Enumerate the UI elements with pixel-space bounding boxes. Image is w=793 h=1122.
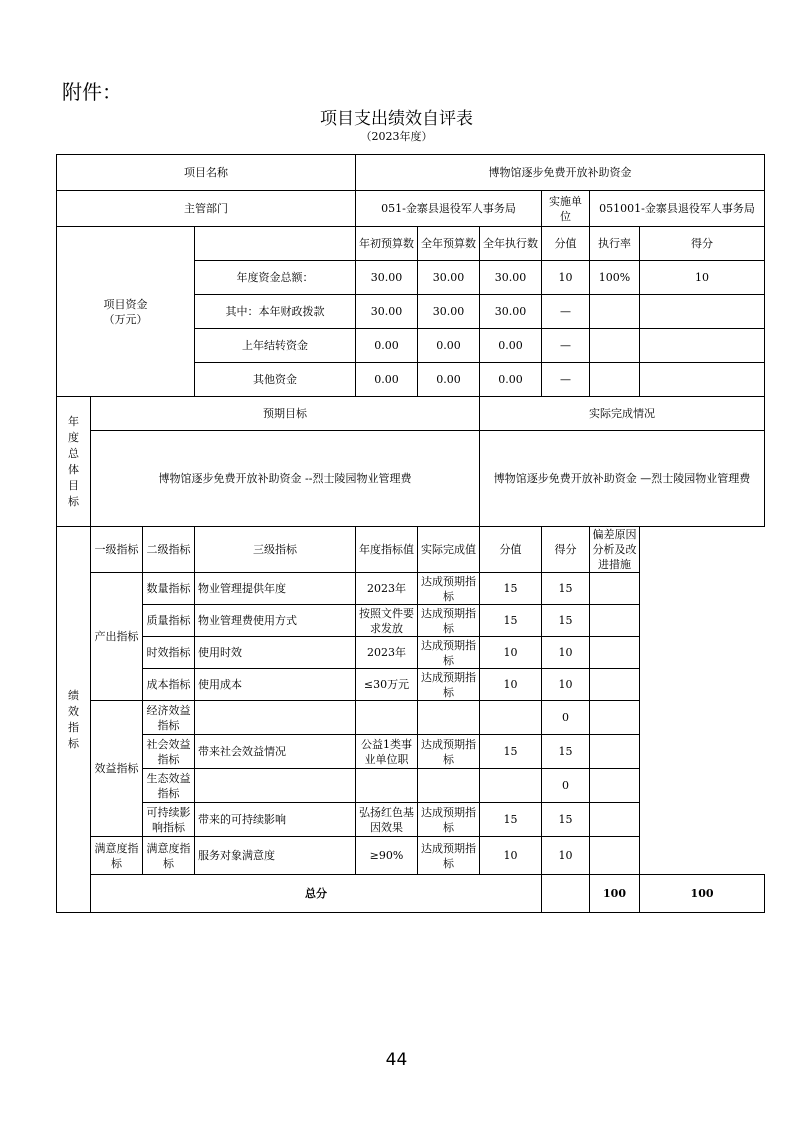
indicator-actual: 达成预期指标 [418, 637, 480, 669]
indicator-note [590, 769, 640, 803]
department-row [57, 191, 765, 227]
indicator-level2: 社会效益指标 [143, 735, 195, 769]
attachment-label: 附件： [62, 80, 122, 104]
indicator-header-score: 得分 [542, 527, 590, 573]
page-number: 44 [385, 1050, 408, 1070]
indicator-score: 15 [542, 803, 590, 837]
indicator-level2: 成本指标 [143, 669, 195, 701]
indicator-header-level1: 一级指标 [91, 527, 143, 573]
funds-executed: 0.00 [480, 363, 542, 397]
funds-row-label: 上年结转资金 [195, 329, 356, 363]
indicator-value [480, 769, 542, 803]
funds-score [640, 329, 765, 363]
indicator-level3 [195, 769, 356, 803]
indicator-actual: 达成预期指标 [418, 837, 480, 875]
indicator-header-level3: 三级指标 [195, 527, 356, 573]
indicator-level2: 时效指标 [143, 637, 195, 669]
indicator-score: 15 [542, 605, 590, 637]
page-title: 项目支出绩效自评表 [320, 109, 473, 129]
indicator-target [356, 701, 418, 735]
indicator-note [590, 573, 640, 605]
indicator-value: 15 [480, 605, 542, 637]
indicator-value: 15 [480, 573, 542, 605]
indicator-level1: 满意度指标 [91, 837, 143, 875]
indicator-note [590, 605, 640, 637]
indicator-header-note: 偏差原因分析及改进措施 [590, 527, 640, 573]
funds-score [640, 363, 765, 397]
project-name-label: 项目名称 [57, 155, 356, 191]
indicator-level2: 经济效益指标 [143, 701, 195, 735]
indicator-level3: 服务对象满意度 [195, 837, 356, 875]
indicator-note [590, 637, 640, 669]
indicator-value: 15 [480, 735, 542, 769]
indicator-target: 按照文件要求发放 [356, 605, 418, 637]
unit-label: 实施单位 [542, 191, 590, 227]
indicator-level3: 使用时效 [195, 637, 356, 669]
indicator-level2: 可持续影响指标 [143, 803, 195, 837]
funds-header-value: 分值 [542, 227, 590, 261]
funds-rate [590, 295, 640, 329]
indicator-score: 15 [542, 573, 590, 605]
indicator-row [57, 701, 765, 735]
funds-score [640, 295, 765, 329]
goals-actual-text: 博物馆逐步免费开放补助资金 —烈士陵园物业管理费 [480, 431, 765, 527]
funds-executed: 0.00 [480, 329, 542, 363]
goals-header-row [57, 397, 765, 431]
indicator-target: 弘扬红色基因效果 [356, 803, 418, 837]
funds-row-label: 年度资金总额： [195, 261, 356, 295]
indicator-note [590, 735, 640, 769]
funds-annual: 0.00 [418, 329, 480, 363]
indicator-level2: 生态效益指标 [143, 769, 195, 803]
total-row [57, 875, 765, 913]
indicator-header-level2: 二级指标 [143, 527, 195, 573]
dept-label: 主管部门 [57, 191, 356, 227]
funds-header-executed: 全年执行数 [480, 227, 542, 261]
funds-header-rate: 执行率 [590, 227, 640, 261]
funds-initial: 0.00 [356, 363, 418, 397]
funds-value: — [542, 363, 590, 397]
funds-value: — [542, 329, 590, 363]
indicators-label: 绩效指标 [57, 527, 91, 913]
indicator-row [57, 669, 765, 701]
funds-score: 10 [640, 261, 765, 295]
funds-executed: 30.00 [480, 261, 542, 295]
indicator-value: 10 [480, 637, 542, 669]
funds-initial: 30.00 [356, 295, 418, 329]
indicator-value: 10 [480, 669, 542, 701]
total-label: 总分 [91, 875, 542, 913]
indicator-score: 10 [542, 637, 590, 669]
indicator-level3: 物业管理提供年度 [195, 573, 356, 605]
indicator-note [590, 669, 640, 701]
indicator-level3 [195, 701, 356, 735]
indicator-value: 10 [480, 837, 542, 875]
indicator-score: 0 [542, 769, 590, 803]
indicator-level2: 质量指标 [143, 605, 195, 637]
indicator-target: 2023年 [356, 637, 418, 669]
indicator-level2: 数量指标 [143, 573, 195, 605]
total-value: 100 [590, 875, 640, 913]
indicator-row [57, 803, 765, 837]
indicator-level3: 带来社会效益情况 [195, 735, 356, 769]
funds-row-label: 其中：本年财政拨款 [195, 295, 356, 329]
funds-annual: 0.00 [418, 363, 480, 397]
performance-table [56, 154, 765, 913]
funds-header-blank [195, 227, 356, 261]
indicator-actual: 达成预期指标 [418, 605, 480, 637]
indicator-header-target: 年度指标值 [356, 527, 418, 573]
indicator-row [57, 735, 765, 769]
indicator-header-value: 分值 [480, 527, 542, 573]
indicator-score: 10 [542, 669, 590, 701]
indicator-actual [418, 701, 480, 735]
indicator-row [57, 573, 765, 605]
indicator-actual [418, 769, 480, 803]
total-score: 100 [640, 875, 765, 913]
indicator-note [590, 701, 640, 735]
funds-header-initial: 年初预算数 [356, 227, 418, 261]
indicator-target: 2023年 [356, 573, 418, 605]
indicator-note [590, 837, 640, 875]
indicator-level2: 满意度指标 [143, 837, 195, 875]
indicator-target [356, 769, 418, 803]
indicator-actual: 达成预期指标 [418, 573, 480, 605]
funds-initial: 0.00 [356, 329, 418, 363]
funds-label: 项目资金 （万元） [57, 227, 195, 397]
goals-label: 年度总体目标 [57, 397, 91, 527]
indicator-actual: 达成预期指标 [418, 735, 480, 769]
funds-annual: 30.00 [418, 261, 480, 295]
indicator-target: ≥90% [356, 837, 418, 875]
indicator-level1: 效益指标 [91, 701, 143, 837]
goals-expected-text: 博物馆逐步免费开放补助资金 --烈士陵园物业管理费 [91, 431, 480, 527]
goals-content-row [57, 431, 765, 527]
report-year: （2023年度） [360, 130, 433, 143]
goals-actual-header: 实际完成情况 [480, 397, 765, 431]
dept-value: 051-金寨县退役军人事务局 [356, 191, 542, 227]
indicator-target: 公益1类事业单位职 [356, 735, 418, 769]
funds-annual: 30.00 [418, 295, 480, 329]
indicator-level1: 产出指标 [91, 573, 143, 701]
indicator-score: 15 [542, 735, 590, 769]
indicator-note [590, 803, 640, 837]
indicator-score: 0 [542, 701, 590, 735]
indicator-level3: 使用成本 [195, 669, 356, 701]
indicator-target: ≤30万元 [356, 669, 418, 701]
indicator-value: 15 [480, 803, 542, 837]
funds-rate: 100% [590, 261, 640, 295]
funds-header-annual: 全年预算数 [418, 227, 480, 261]
funds-rate [590, 363, 640, 397]
funds-value: — [542, 295, 590, 329]
goals-expected-header: 预期目标 [91, 397, 480, 431]
indicator-score: 10 [542, 837, 590, 875]
funds-header-row [57, 227, 765, 261]
indicator-actual: 达成预期指标 [418, 803, 480, 837]
project-name-row [57, 155, 765, 191]
funds-rate [590, 329, 640, 363]
indicator-row [57, 605, 765, 637]
indicator-level3: 物业管理费使用方式 [195, 605, 356, 637]
indicators-header-row [57, 527, 765, 573]
indicator-header-actual: 实际完成值 [418, 527, 480, 573]
funds-initial: 30.00 [356, 261, 418, 295]
indicator-row [57, 837, 765, 875]
funds-value: 10 [542, 261, 590, 295]
project-name-value: 博物馆逐步免费开放补助资金 [356, 155, 765, 191]
funds-header-score: 得分 [640, 227, 765, 261]
funds-executed: 30.00 [480, 295, 542, 329]
indicator-value [480, 701, 542, 735]
total-blank [542, 875, 590, 913]
indicator-row [57, 769, 765, 803]
funds-row-label: 其他资金 [195, 363, 356, 397]
unit-value: 051001-金寨县退役军人事务局 [590, 191, 765, 227]
indicator-row [57, 637, 765, 669]
indicator-actual: 达成预期指标 [418, 669, 480, 701]
indicator-level3: 带来的可持续影响 [195, 803, 356, 837]
